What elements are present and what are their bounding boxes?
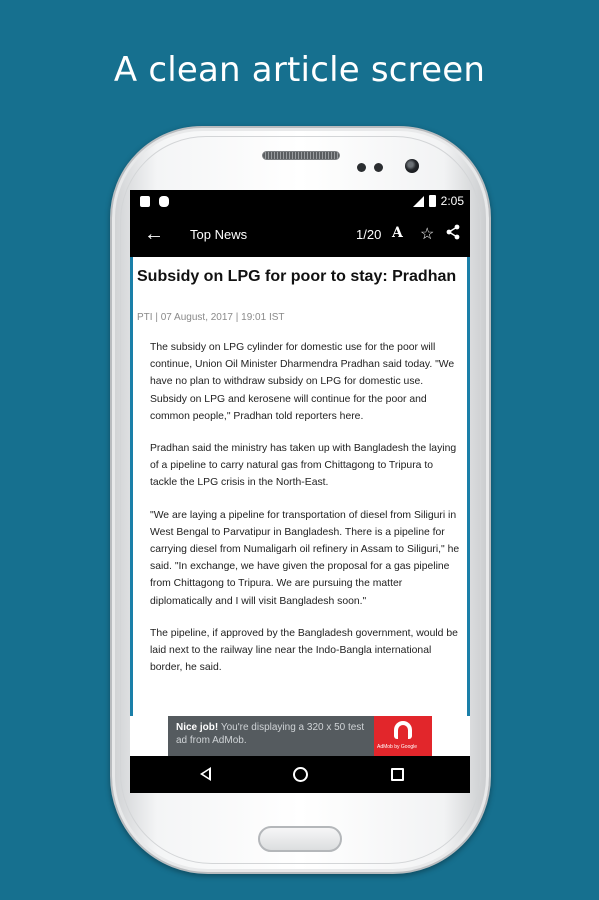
proximity-sensor	[357, 163, 366, 172]
article-paragraph: Pradhan said the ministry has taken up with Bangladesh the laying of a pipeline to carry natural gas from Chittagong to Tripura to tackle the LPG crisis in the North-East.	[150, 443, 457, 489]
font-size-icon[interactable]: A	[392, 225, 403, 241]
article-paragraph: The subsidy on LPG cylinder for domestic use for the poor will continue, Union Oil Minister Dharmendra Pradhan said today. "We have no plan to withdraw subsidy on LPG for domestic use. Subsidy on LPG and kerosene will continue for the poor and common people," Pradhan told reporters here.	[150, 342, 455, 422]
admob-logo-icon	[394, 721, 412, 739]
article-paragraph: The pipeline, if approved by the Bangladesh government, would be laid next to the railway line near the Indo-Bangla international border, he said.	[150, 627, 458, 674]
promo-headline: A clean article screen	[113, 50, 486, 90]
light-sensor	[374, 163, 383, 172]
ad-bold-text: Nice job!	[176, 722, 219, 733]
status-bar	[130, 190, 470, 214]
front-camera	[405, 159, 419, 173]
phone-screen	[130, 190, 470, 793]
article-body	[150, 339, 462, 691]
earpiece-speaker	[262, 151, 340, 160]
share-icon[interactable]	[446, 224, 460, 240]
article-title: Subsidy on LPG for poor to stay: Pradhan	[137, 268, 457, 285]
article-paragraph: "We are laying a pipeline for transportation of diesel from Siliguri in West Bengal to Parvatipur in Bangladesh. There is a pipeline for carrying diesel from Numaligarh oil refinery in Assam to Siliguri," he said. "In exchange, we have given the proposal for a gas pipeline from Chittagong to Tripura. We are pursuing the matter diplomatically and I will visit Bangladesh soon."	[150, 509, 460, 607]
admob-logo	[374, 716, 432, 756]
home-button[interactable]	[258, 826, 342, 852]
signal-icon	[413, 196, 424, 207]
star-icon[interactable]: ☆	[420, 226, 435, 243]
nav-home-icon[interactable]	[293, 767, 308, 782]
nav-back-icon[interactable]	[200, 767, 211, 781]
navigation-bar	[130, 756, 470, 793]
ad-banner[interactable]	[168, 716, 432, 756]
page-counter: 1/20	[356, 227, 382, 242]
battery-icon	[429, 195, 436, 207]
notification-icon	[140, 196, 150, 207]
notification-icon	[159, 196, 169, 207]
app-bar-title: Top News	[190, 227, 248, 242]
arrow-back-icon[interactable]: ←	[144, 223, 164, 245]
article-view[interactable]	[130, 257, 470, 716]
status-time: 2:05	[440, 194, 464, 208]
ad-body-text: You're displaying a 320 x 50 test ad from AdMob.	[176, 722, 365, 746]
app-bar	[130, 214, 470, 257]
admob-logo-text: AdMob by Google	[377, 744, 418, 750]
article-meta: PTI | 07 August, 2017 | 19:01 IST	[137, 312, 285, 323]
nav-recents-icon[interactable]	[391, 768, 404, 781]
ad-text	[176, 721, 376, 747]
